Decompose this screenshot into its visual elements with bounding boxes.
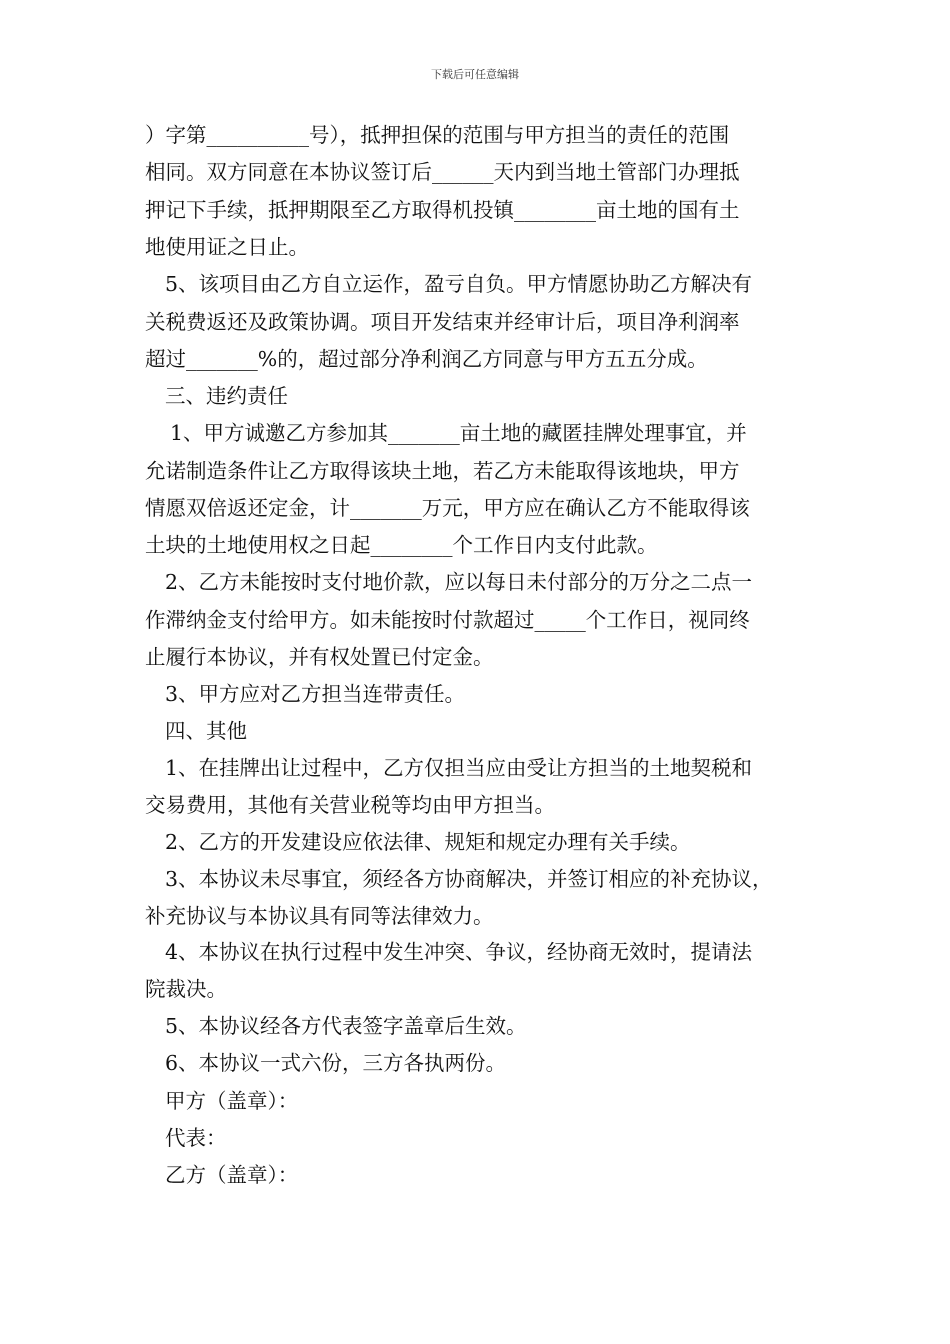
text-line: 土块的土地使用权之日起________个工作日内支付此款。 [145,533,658,557]
text-line: 院裁决。 [145,977,227,1001]
signature-line-party-b: 乙方（盖章）： [165,1163,299,1187]
text-line: 5、该项目由乙方自立运作，盈亏自负。甲方情愿协助乙方解决有 [165,272,753,296]
text-line: 作滞纳金支付给甲方。如未能按时付款超过_____个工作日，视同终 [145,608,750,632]
text-line: 地使用证之日止。 [145,235,309,259]
text-line: 允诺制造条件让乙方取得该块土地，若乙方未能取得该地块，甲方 [145,459,740,483]
text-line: 2、乙方的开发建设应依法律、规矩和规定办理有关手续。 [165,830,691,854]
text-line: 止履行本协议，并有权处置已付定金。 [145,645,494,669]
text-line: 情愿双倍返还定金，计_______万元，甲方应在确认乙方不能取得该 [145,496,750,520]
section-heading: 三、违约责任 [165,384,288,408]
section-heading: 四、其他 [165,719,247,743]
text-line: 3、甲方应对乙方担当连带责任。 [165,682,466,706]
text-line: 超过_______%的，超过部分净利润乙方同意与甲方五五分成。 [145,347,708,371]
page-header: 下载后可任意编辑 [431,68,519,81]
text-line: 补充协议与本协议具有同等法律效力。 [145,904,494,928]
text-line: 相同。双方同意在本协议签订后______天内到当地土管部门办理抵 [145,160,740,184]
text-line: 5、本协议经各方代表签字盖章后生效。 [165,1014,527,1038]
text-line: 交易费用，其他有关营业税等均由甲方担当。 [145,793,555,817]
text-line: 1、在挂牌出让过程中，乙方仅担当应由受让方担当的土地契税和 [165,756,753,780]
signature-line-party-a: 甲方（盖章）： [165,1089,299,1113]
text-line: 关税费返还及政策协调。项目开发结束并经审计后，项目净利润率 [145,310,740,334]
text-line: 1、甲方诚邀乙方参加其_______亩土地的藏匿挂牌处理事宜，并 [170,421,747,445]
text-line: 6、本协议一式六份，三方各执两份。 [165,1051,507,1075]
text-line: 2、乙方未能按时支付地价款，应以每日未付部分的万分之二点一 [165,570,753,594]
text-line: 3、本协议未尽事宜，须经各方协商解决，并签订相应的补充协议， [165,867,773,891]
text-line: 押记下手续，抵押期限至乙方取得机投镇________亩土地的国有土 [145,198,740,222]
signature-line-representative: 代表： [165,1126,227,1150]
text-line: 4、本协议在执行过程中发生冲突、争议，经协商无效时，提请法 [165,940,753,964]
text-line: ）字第__________号），抵押担保的范围与甲方担当的责任的范围 [145,123,730,147]
